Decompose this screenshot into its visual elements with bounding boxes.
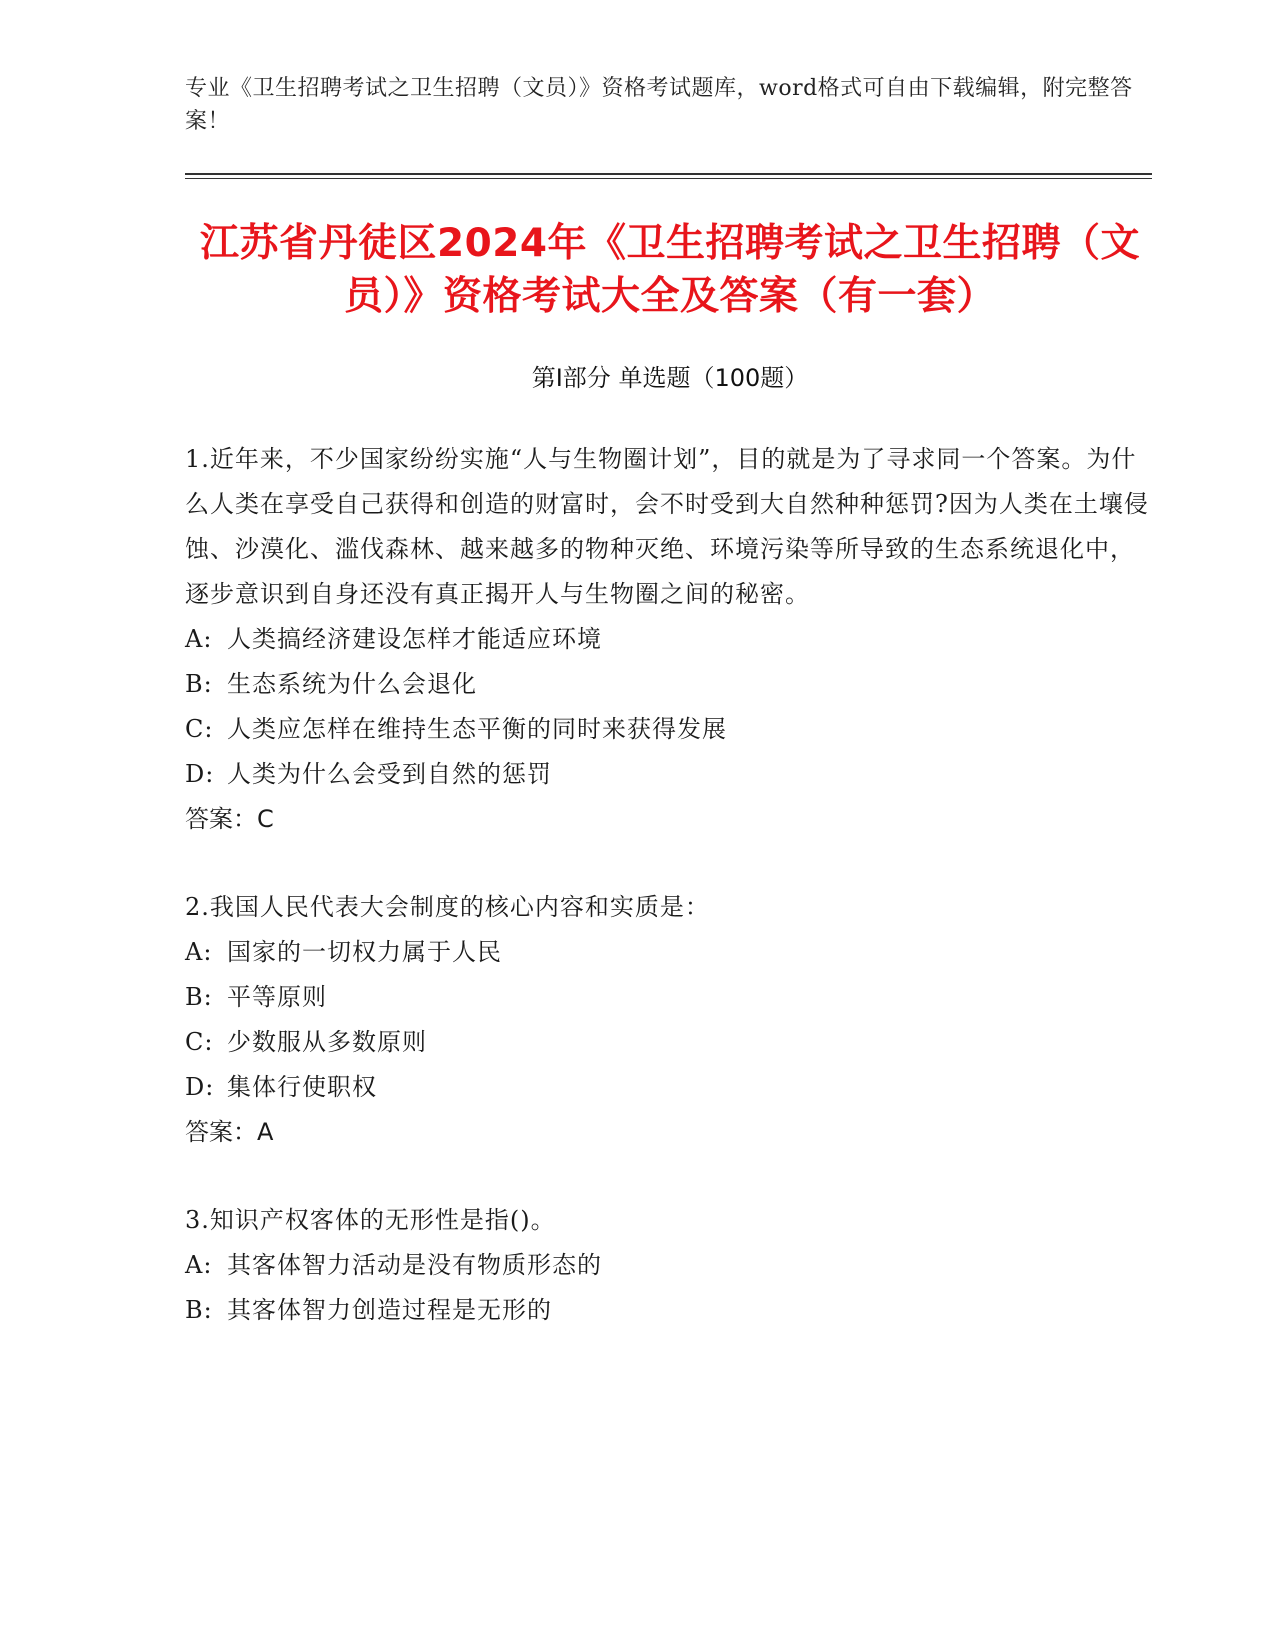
section-title: 第Ⅰ部分 单选题（100题） [531, 364, 809, 392]
question-stem: 2.我国人民代表大会制度的核心内容和实质是： [185, 893, 710, 921]
option-b [185, 662, 1155, 707]
option-text: 少数服从多数原则 [227, 1028, 427, 1056]
option-a [185, 1243, 1155, 1288]
option-text: 人类为什么会受到自然的惩罚 [227, 760, 552, 788]
divider-thick-line [185, 173, 1152, 175]
document-page [185, 72, 1155, 1333]
option-c [185, 707, 1155, 752]
option-text: 其客体智力活动是没有物质形态的 [227, 1251, 602, 1279]
option-letter: A: [185, 1251, 213, 1279]
option-b [185, 975, 1155, 1020]
divider-thin-line [185, 178, 1152, 179]
question-item [185, 885, 1155, 1155]
header-note: 专业《卫生招聘考试之卫生招聘（文员）》资格考试题库，word格式可自由下载编辑，附完整答案！ [185, 76, 1133, 134]
option-c [185, 1020, 1155, 1065]
option-text: 平等原则 [227, 983, 327, 1011]
question-stem: 1.近年来，不少国家纷纷实施“人与生物圈计划”，目的就是为了寻求同一个答案。为什么人类在享受自己获得和创造的财富时，会不时受到大自然种种惩罚?因为人类在土壤侵蚀、沙漠化、滥伐森林、越来越多的物种灭绝、环境污染等所导致的生态系统退化中，逐步意识到自身还没有真正揭开人与生物圈之间的秘密。 [185, 445, 1149, 608]
option-text: 国家的一切权力属于人民 [227, 938, 502, 966]
question-list [185, 437, 1155, 1333]
option-text: 其客体智力创造过程是无形的 [227, 1296, 552, 1324]
option-text: 人类应怎样在维持生态平衡的同时来获得发展 [227, 715, 727, 743]
option-letter: C: [185, 715, 214, 743]
option-a [185, 930, 1155, 975]
answer-text: 答案：C [185, 805, 274, 833]
answer-text: 答案：A [185, 1118, 274, 1146]
option-letter: B: [185, 670, 213, 698]
option-letter: A: [185, 625, 213, 653]
question-item [185, 437, 1155, 842]
option-d [185, 752, 1155, 797]
option-letter: B: [185, 983, 213, 1011]
option-d [185, 1065, 1155, 1110]
option-letter: D: [185, 760, 215, 788]
option-letter: A: [185, 938, 213, 966]
option-letter: C: [185, 1028, 214, 1056]
option-letter: B: [185, 1296, 213, 1324]
question-stem: 3.知识产权客体的无形性是指()。 [185, 1206, 556, 1234]
document-title: 江苏省丹徒区2024年《卫生招聘考试之卫生招聘（文员）》资格考试大全及答案（有一套） [199, 221, 1141, 319]
option-text: 集体行使职权 [227, 1073, 377, 1101]
option-text: 生态系统为什么会退化 [227, 670, 477, 698]
option-a [185, 617, 1155, 662]
option-letter: D: [185, 1073, 215, 1101]
option-text: 人类搞经济建设怎样才能适应环境 [227, 625, 602, 653]
question-item [185, 1198, 1155, 1333]
option-b [185, 1288, 1155, 1333]
header-divider [185, 173, 1152, 179]
